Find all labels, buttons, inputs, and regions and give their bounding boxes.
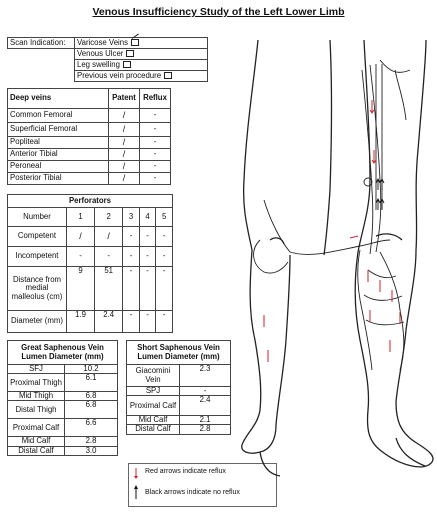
ssv-value: - (180, 387, 231, 396)
red-arrow-icon (370, 100, 374, 113)
leg-outline (242, 40, 433, 476)
gsv-location: Mid Thigh (8, 392, 65, 401)
deep-vein-name: Peroneal (8, 161, 109, 173)
reflux-value: - (140, 123, 171, 137)
gsv-value: 6.8 (65, 401, 118, 419)
red-arrow-icon (350, 236, 358, 238)
great-saphenous-vein-line (370, 65, 381, 252)
patent-value: / (109, 137, 140, 149)
reflux-value: - (140, 109, 171, 123)
right-leg-outline (242, 40, 290, 453)
right-foot-outline (260, 452, 280, 476)
perforator-value: - (67, 247, 95, 267)
perforator-number: 4 (139, 208, 156, 227)
perforator-value: - (156, 247, 173, 267)
ssv-value: 2.8 (180, 425, 231, 434)
left-knee-line (376, 234, 402, 240)
arrow-legend-icons (131, 464, 141, 506)
ssv-title: Short Saphenous Vein Lumen Diameter (mm) (127, 341, 231, 365)
deep-veins-table (7, 88, 171, 185)
ssv-location: Giacomini Vein (127, 365, 180, 387)
perforator-value: - (139, 247, 156, 267)
deep-vein-name: Popliteal (8, 137, 109, 149)
perforator-value: - (139, 267, 156, 311)
gsv-location: SFJ (8, 365, 65, 374)
red-arrowhead-icon (134, 476, 138, 479)
ssv-location: SPJ (127, 387, 180, 396)
perforator-row-label: Competent (8, 227, 67, 247)
patent-value: / (109, 149, 140, 161)
ssv-value: 2.1 (180, 416, 231, 425)
black-arrow-icon (376, 179, 380, 190)
patent-value: / (109, 173, 140, 185)
reflux-header: Reflux (140, 89, 171, 109)
calf-vein-line-2 (380, 252, 404, 370)
popliteal-loop-line (254, 240, 288, 273)
gsv-value: 6.1 (65, 374, 118, 392)
perforator-value: - (156, 311, 173, 333)
perforator-row-label: Distance from medial malleolus (cm) (8, 267, 67, 311)
reflux-value: - (140, 161, 171, 173)
perforator-value: 51 (95, 267, 123, 311)
perforator-value: / (95, 227, 123, 247)
perforator-number: 5 (156, 208, 173, 227)
reflux-value: - (140, 137, 171, 149)
deep-vein-name: Anterior Tibial (8, 149, 109, 161)
number-label: Number (8, 208, 67, 227)
scan-option-venous-ulcer[interactable]: Venous Ulcer (75, 49, 208, 60)
ssv-location: Mid Calf (127, 416, 180, 425)
perforators-title: Perforators (8, 195, 173, 208)
document-title: Venous Insufficiency Study of the Left Lower Limb (92, 6, 345, 18)
scan-option-previous-procedure[interactable]: Previous vein procedure (75, 71, 208, 82)
reflux-value: - (140, 149, 171, 161)
deep-veins-header: Deep veins (8, 89, 109, 109)
perforator-number: 3 (123, 208, 140, 227)
perforator-value: - (139, 311, 156, 333)
perforator-value: - (123, 267, 140, 311)
perforator-row-label: Diameter (mm) (8, 311, 67, 333)
perforator-marker-icon (364, 178, 372, 186)
gsv-table (7, 340, 118, 456)
reflux-arrows (264, 100, 400, 362)
scan-indication-table (7, 37, 208, 82)
perforator-value: - (95, 247, 123, 267)
gsv-location: Distal Thigh (8, 401, 65, 419)
scan-option-leg-swelling[interactable]: Leg swelling (75, 60, 208, 71)
patent-value: / (109, 109, 140, 123)
right-leg-inner-outline (324, 40, 332, 255)
scan-indication-label: Scan Indication: (8, 38, 75, 49)
reflux-value: - (140, 173, 171, 185)
gsv-value: 3.0 (65, 446, 118, 455)
ssv-value: 2.3 (180, 365, 231, 387)
deep-vein-name: Superficial Femoral (8, 123, 109, 137)
gsv-value: 6.8 (65, 392, 118, 401)
gsv-value: 2.8 (65, 437, 118, 446)
perforator-number: 1 (67, 208, 95, 227)
left-leg-outline (355, 40, 433, 467)
checkbox-icon[interactable] (126, 50, 134, 57)
leg-diagram (220, 40, 437, 510)
perforator-value: - (156, 227, 173, 247)
checkbox-icon[interactable] (164, 72, 172, 79)
gsv-location: Proximal Thigh (8, 374, 65, 392)
gsv-location: Mid Calf (8, 437, 65, 446)
perforator-value: - (139, 227, 156, 247)
gsv-location: Distal Calf (8, 446, 65, 455)
patent-value: / (109, 123, 140, 137)
checkbox-icon[interactable] (123, 61, 131, 68)
perforator-value: - (123, 227, 140, 247)
ssv-location: Proximal Calf (127, 396, 180, 416)
gsv-value: 6.6 (65, 419, 118, 437)
black-arrowhead-icon (134, 485, 138, 489)
legend-black-text: Black arrows indicate no reflux (145, 489, 240, 496)
perforators-table (7, 194, 173, 333)
ssv-value: 2.4 (180, 396, 231, 416)
ssv-location: Distal Calf (127, 425, 180, 434)
scan-option-varicose-veins[interactable]: Varicose Veins (75, 38, 208, 49)
perforator-value: - (123, 247, 140, 267)
gsv-title: Great Saphenous Vein Lumen Diameter (mm) (8, 341, 118, 365)
perforator-value: / (67, 227, 95, 247)
perforator-value: - (123, 311, 140, 333)
perforator-value: - (156, 267, 173, 311)
gsv-location: Proximal Calf (8, 419, 65, 437)
deep-vein-name: Common Femoral (8, 109, 109, 123)
perforator-number: 2 (95, 208, 123, 227)
perforator-value: 2.4 (95, 311, 123, 333)
legend-red-text: Red arrows indicate reflux (145, 468, 226, 475)
checkbox-icon[interactable] (131, 39, 139, 46)
red-arrow-icon (372, 150, 376, 163)
patent-value: / (109, 161, 140, 173)
perforator-value: 1.9 (67, 311, 95, 333)
patent-header: Patent (109, 89, 140, 109)
upper-tributary-line (380, 60, 410, 120)
black-arrow-icon (376, 199, 380, 210)
perforator-value: 9 (67, 267, 95, 311)
ssv-table (126, 340, 231, 435)
perforator-row-label: Incompetent (8, 247, 67, 267)
gsv-value: 10.2 (65, 365, 118, 374)
deep-vein-name: Posterior Tibial (8, 173, 109, 185)
